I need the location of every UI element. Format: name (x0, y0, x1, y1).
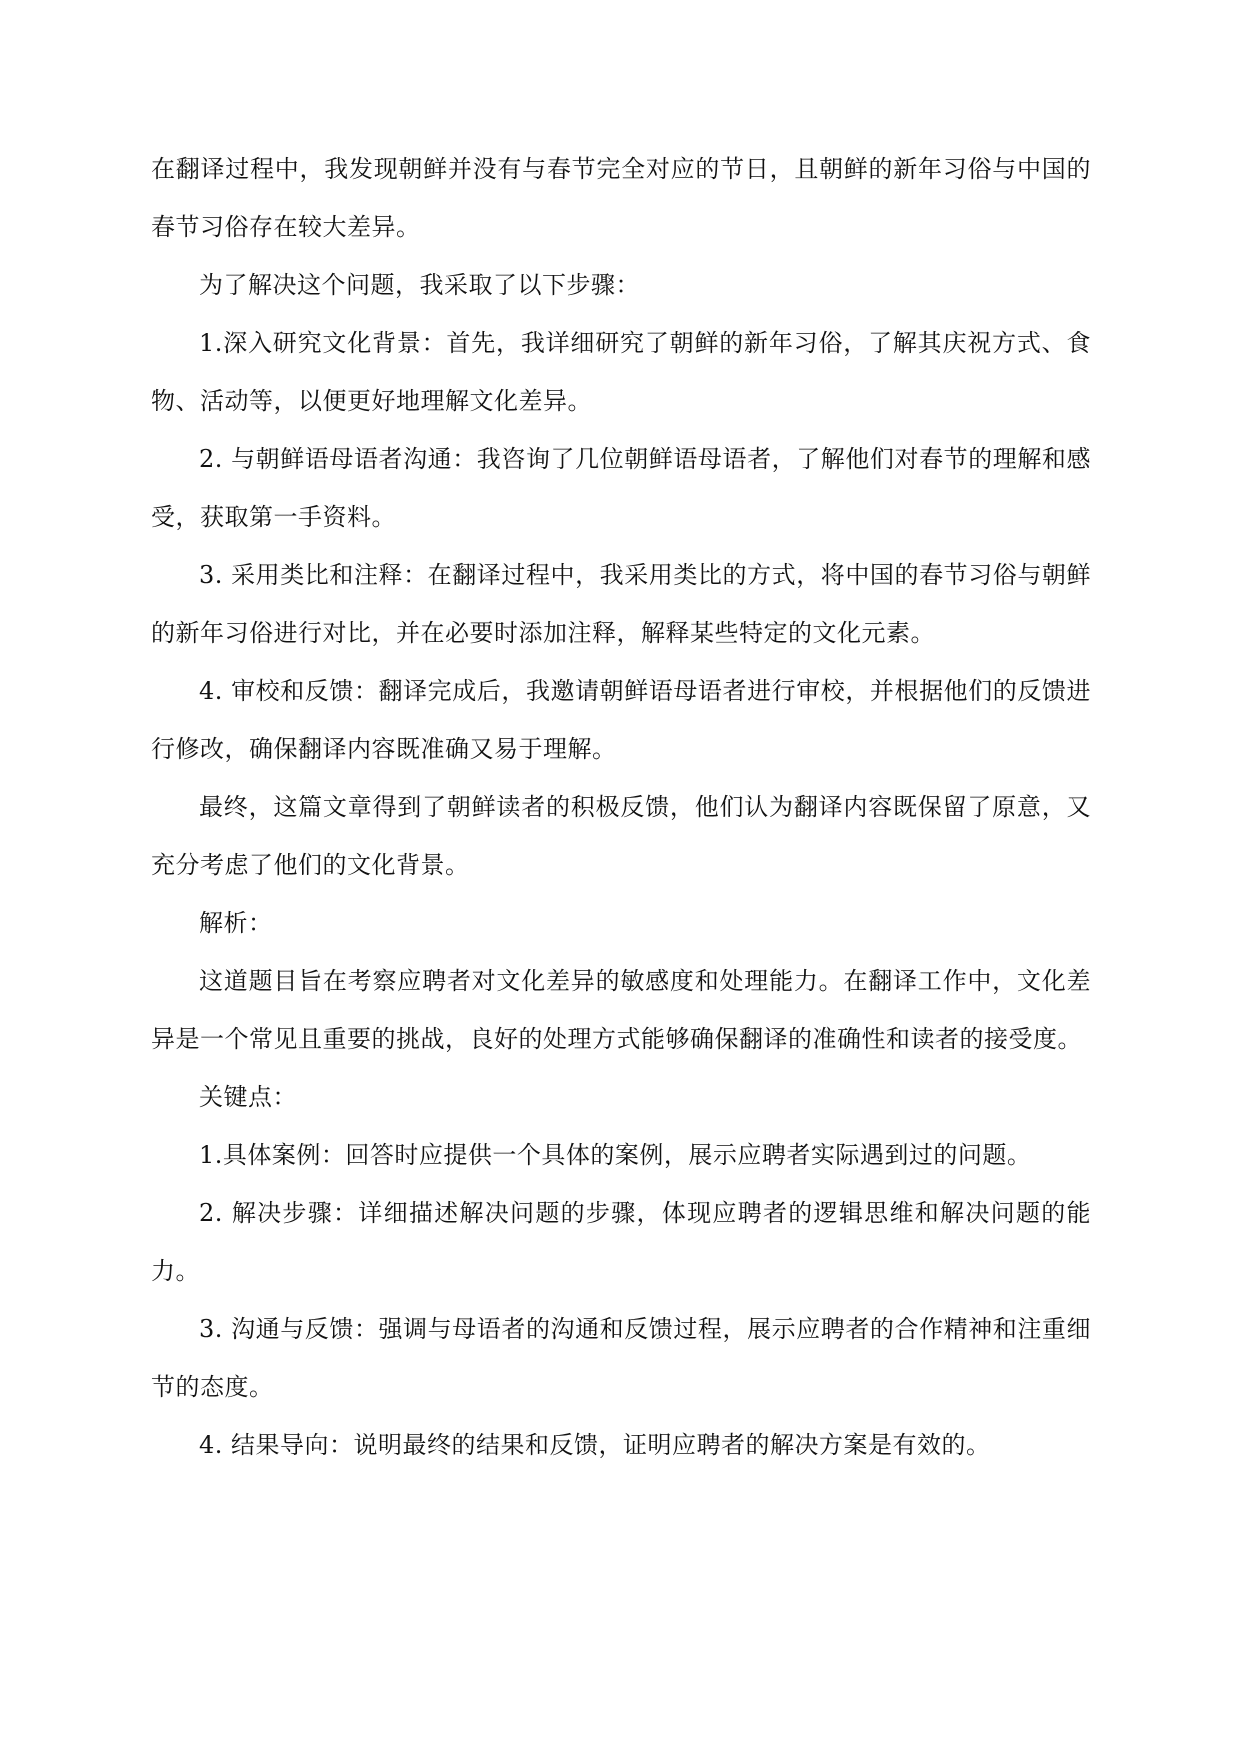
heading-key-points: 关键点： (199, 1083, 297, 1111)
key-point-3: 3. 沟通与反馈：强调与母语者的沟通和反馈过程，展示应聘者的合作精神和注重细节的态度。 (151, 1315, 1091, 1401)
document-body (151, 140, 1091, 1474)
key-point-1: 1.具体案例：回答时应提供一个具体的案例，展示应聘者实际遇到过的问题。 (199, 1141, 1032, 1169)
paragraph-result: 最终，这篇文章得到了朝鲜读者的积极反馈，他们认为翻译内容既保留了原意，又充分考虑了他们的文化背景。 (151, 793, 1091, 879)
key-point-2: 2. 解决步骤：详细描述解决问题的步骤，体现应聘者的逻辑思维和解决问题的能力。 (151, 1199, 1091, 1285)
paragraph-steps-intro: 为了解决这个问题，我采取了以下步骤： (199, 271, 640, 299)
paragraph-intro: 在翻译过程中，我发现朝鲜并没有与春节完全对应的节日，且朝鲜的新年习俗与中国的春节习俗存在较大差异。 (151, 155, 1091, 241)
paragraph-step-4: 4. 审校和反馈：翻译完成后，我邀请朝鲜语母语者进行审校，并根据他们的反馈进行修改，确保翻译内容既准确又易于理解。 (151, 677, 1091, 763)
paragraph-step-3: 3. 采用类比和注释：在翻译过程中，我采用类比的方式，将中国的春节习俗与朝鲜的新年习俗进行对比，并在必要时添加注释，解释某些特定的文化元素。 (151, 561, 1091, 647)
paragraph-analysis: 这道题目旨在考察应聘者对文化差异的敏感度和处理能力。在翻译工作中，文化差异是一个常见且重要的挑战，良好的处理方式能够确保翻译的准确性和读者的接受度。 (151, 967, 1091, 1053)
paragraph-step-1: 1.深入研究文化背景：首先，我详细研究了朝鲜的新年习俗，了解其庆祝方式、食物、活动等，以便更好地理解文化差异。 (151, 329, 1091, 415)
key-point-4: 4. 结果导向：说明最终的结果和反馈，证明应聘者的解决方案是有效的。 (199, 1431, 991, 1459)
heading-analysis: 解析： (199, 909, 273, 937)
paragraph-step-2: 2. 与朝鲜语母语者沟通：我咨询了几位朝鲜语母语者，了解他们对春节的理解和感受，获取第一手资料。 (151, 445, 1091, 531)
